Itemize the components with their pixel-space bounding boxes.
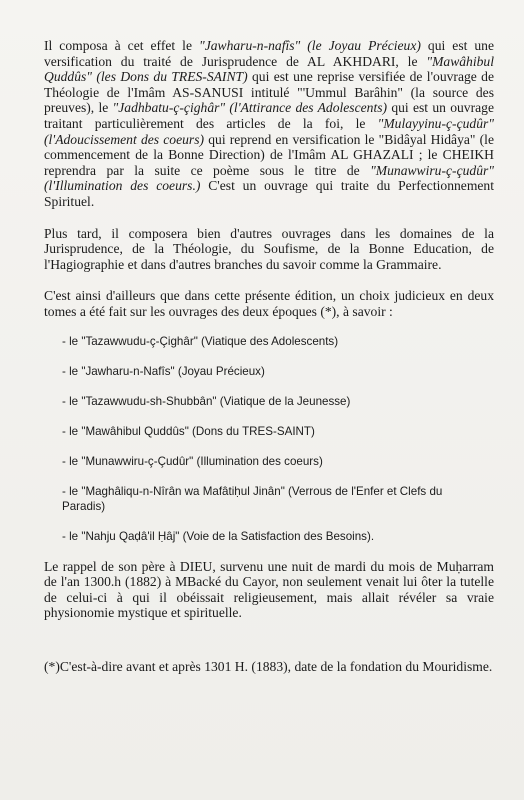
paragraph-edition-choice: C'est ainsi d'ailleurs que dans cette présente édition, un choix judicieux en deux tomes a été fait sur les ouvrages des deux époques (*), à savoir :	[44, 288, 494, 319]
text-span: qui reprend en versification le "Bidâyal Hidâya" (le commencement de la Bonne Direction) de l'Imâm AL GHAZALI ; le CHEIKH reprendra par la suite ce poème sous le titre de	[44, 131, 494, 178]
paragraph-works-list-intro	[44, 38, 494, 210]
title-mulayyinu-c-cudur: "Mulayyinu-ç-çudûr" (l'Adoucissement des coeurs)	[44, 115, 494, 147]
text-span: C'est un ouvrage qui traite du Perfectionnement Spirituel.	[44, 178, 494, 209]
title-munawwiru-c-cudur: "Munawwiru-ç-çudûr" (l'Illumination des coeurs.)	[44, 162, 494, 194]
paragraph-other-works: Plus tard, il composera bien d'autres ouvrages dans les domaines de la Jurisprudence, de la Théologie, du Soufisme, de la Bonne Education, de l'Hagiographie et dans d'autres branches du savoir comme la Grammaire.	[44, 225, 494, 272]
title-jawharu-n-nafis: "Jawharu-n-nafîs" (le Joyau Précieux)	[198, 38, 421, 53]
text-span: qui est une reprise versifiée de l'ouvrage de Théologie de l'Imâm AS-SANUSI intitulé "'Ummul Barâhin" (la source des preuves), le	[44, 69, 495, 116]
footnote: (*)C'est-à-dire avant et après 1301 H. (1883), date de la fondation du Mouridisme.	[44, 658, 493, 674]
list-item: - le "Nahju Qaḍâ'il Ḥâj" (Voie de la Satisfaction des Besoins).	[62, 529, 375, 543]
title-jadhbatu-c-cighar: "Jadhbatu-ç-çighâr" (l'Attirance des Adolescents)	[112, 100, 388, 116]
paragraph-father-death: Le rappel de son père à DIEU, survenu une nuit de mardi du mois de Muḥarram de l'an 1300.h (1882) à MBacké du Cayor, non seulement venait lui ôter la tutelle de celui-ci à qui il obéissait religieusement, mais allait révéler sa vraie physionomie mystique et spirituelle.	[44, 558, 494, 621]
title-mawahibul-quddus: "Mawâhibul Quddûs" (les Dons du TRES-SAINT)	[44, 53, 494, 85]
list-item: - le "Tazawwudu-ç-Çighâr" (Viatique des Adolescents)	[62, 334, 339, 348]
text-span: qui est un ouvrage traitant particulièrement des articles de la foi, le	[44, 100, 494, 131]
text-span: Il composa à cet effet le	[44, 38, 199, 53]
list-item: - le "Tazawwudu-sh-Shubbân" (Viatique de la Jeunesse)	[62, 394, 351, 408]
list-item: - le "Mawâhibul Quddûs" (Dons du TRES-SAINT)	[62, 424, 315, 438]
text-span: qui est une versification du traité de Jurisprudence de AL AKHDARI, le	[44, 38, 495, 69]
list-item: - le "Jawharu-n-Nafîs" (Joyau Précieux)	[62, 364, 265, 378]
list-item: - le "Maghâliqu-n-Nîrân wa Mafâtiḥul Jinân" (Verrous de l'Enfer et Clefs du Paradis)	[62, 484, 443, 513]
works-list	[62, 334, 494, 544]
list-item: - le "Munawwiru-ç-Çudûr" (Illumination des coeurs)	[62, 454, 323, 468]
